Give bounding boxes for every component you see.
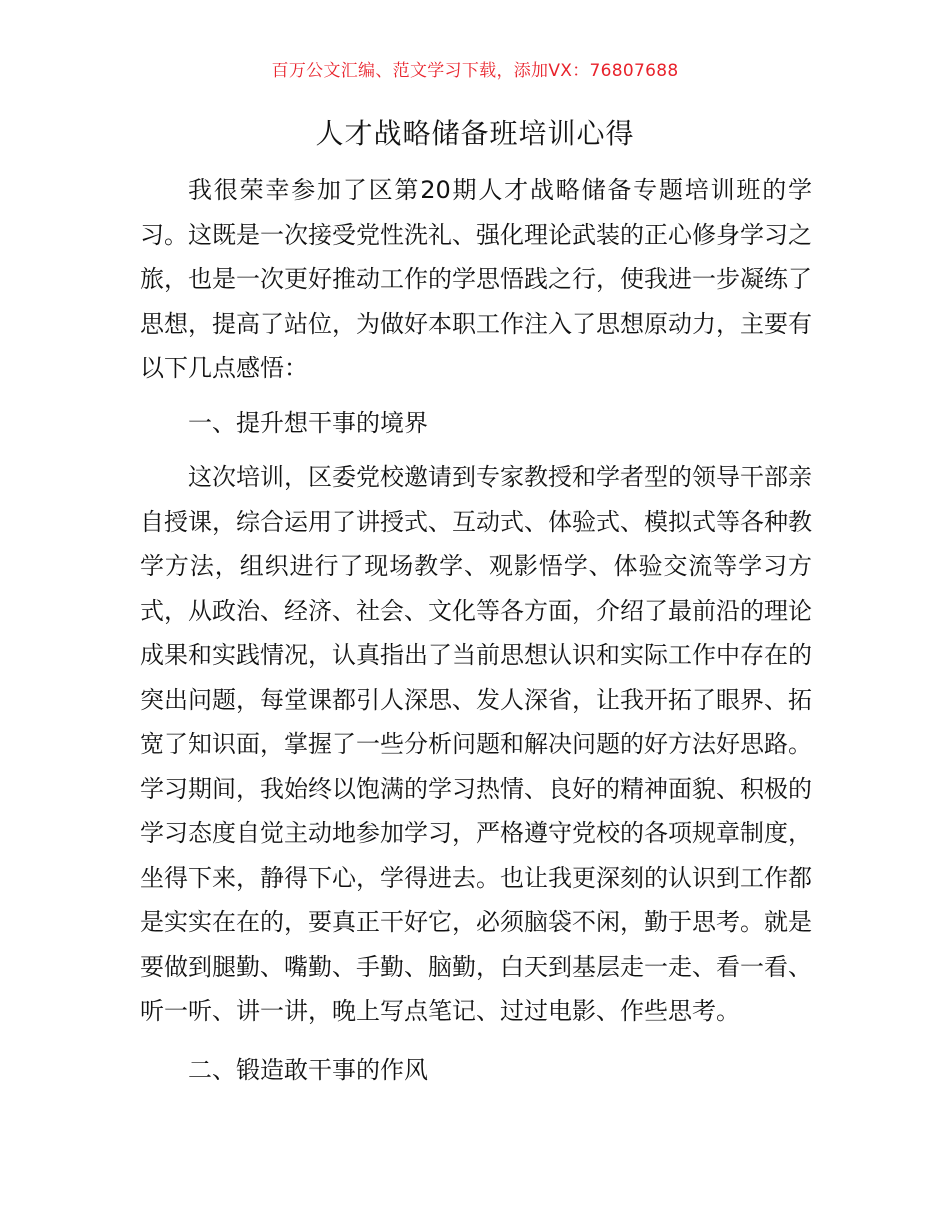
intro-paragraph: 我很荣幸参加了区第20期人才战略储备专题培训班的学习。这既是一次接受党性洗礼、强化理论武装的正心修身学习之旅，也是一次更好推动工作的学思悟践之行，使我进一步凝练了思想，提高了站位，为做好本职工作注入了思想原动力，主要有以下几点感悟：: [140, 176, 812, 382]
section-heading-2: 二、锻造敢干事的作风: [188, 1055, 428, 1084]
section-heading-1: 一、提升想干事的境界: [188, 408, 428, 437]
header-note: 百万公文汇编、范文学习下载，添加VX：76807688: [271, 61, 679, 81]
document-body: [140, 168, 812, 1092]
document-title: 人才战略储备班培训心得: [315, 117, 635, 150]
section-1-paragraph: 这次培训，区委党校邀请到专家教授和学者型的领导干部亲自授课，综合运用了讲授式、互动式、体验式、模拟式等各种教学方法，组织进行了现场教学、观影悟学、体验交流等学习方式，从政治、经济、社会、文化等各方面，介绍了最前沿的理论成果和实践情况，认真指出了当前思想认识和实际工作中存在的突出问题，每堂课都引人深思、发人深省，让我开拓了眼界、拓宽了知识面，掌握了一些分析问题和解决问题的好方法好思路。学习期间，我始终以饱满的学习热情、良好的精神面貌、积极的学习态度自觉主动地参加学习，严格遵守党校的各项规章制度，坐得下来，静得下心，学得进去。也让我更深刻的认识到工作都是实实在在的，要真正干好它，必须脑袋不闲，勤于思考。就是要做到腿勤、嘴勤、手勤、脑勤，白天到基层走一走、看一看、听一听、讲一讲，晚上写点笔记、过过电影、作些思考。: [140, 463, 812, 1025]
